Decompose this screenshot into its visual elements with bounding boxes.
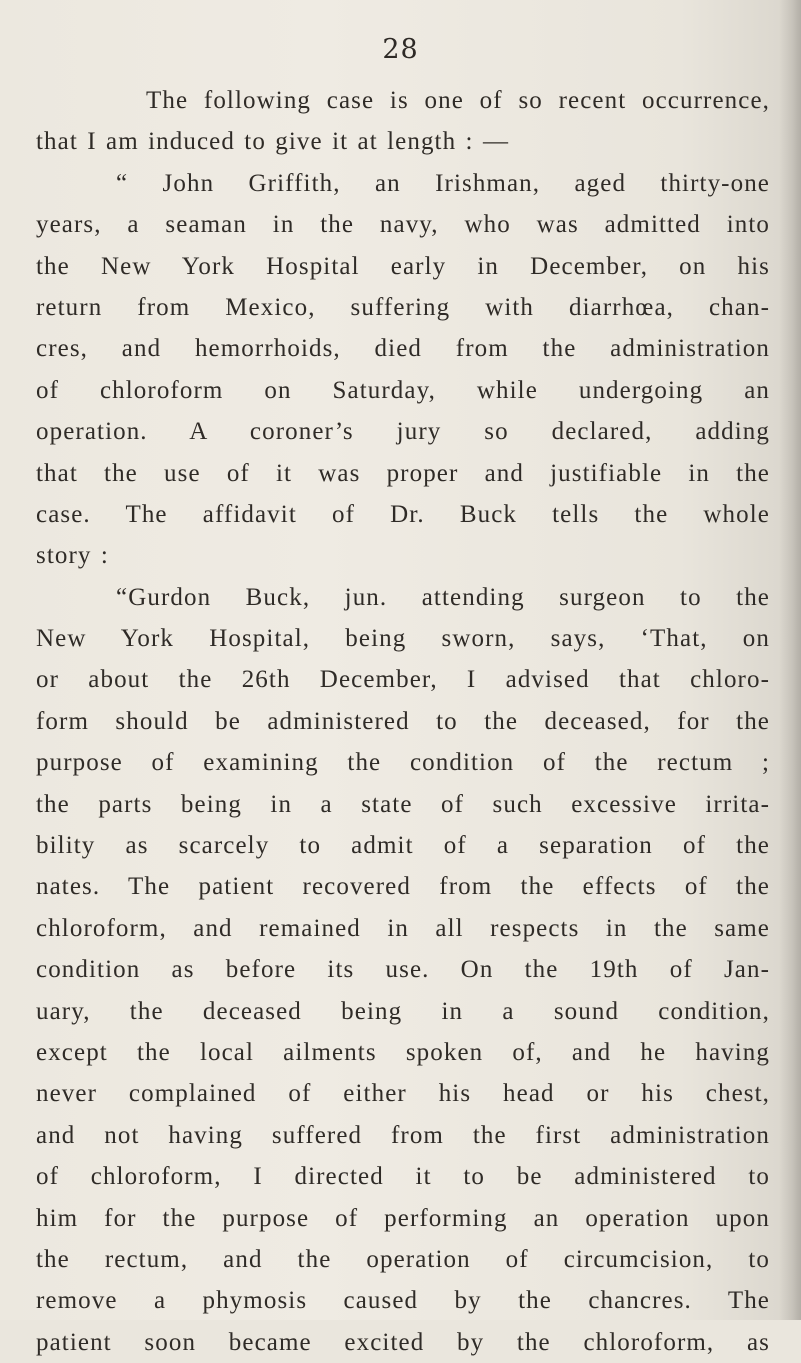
text-line: the New York Hospital early in December, on his	[36, 252, 770, 280]
text-line: the parts being in a state of such excessive irrita-	[36, 790, 770, 818]
text-line: condition as before its use. On the 19th of Jan-	[36, 956, 770, 984]
body-text	[36, 80, 770, 1363]
text-line: case. The affidavit of Dr. Buck tells the whole	[36, 500, 770, 528]
text-line: operation. A coroner’s jury so declared, adding	[36, 418, 770, 446]
text-line: “Gurdon Buck, jun. attending surgeon to the	[116, 583, 770, 611]
text-line: except the local ailments spoken of, and he having	[36, 1038, 770, 1066]
text-line: of chloroform, I directed it to be administered to	[36, 1163, 770, 1191]
text-line: chloroform, and remained in all respects in the same	[36, 914, 770, 942]
text-line: “ John Griffith, an Irishman, aged thirty-one	[116, 169, 770, 197]
text-line: story :	[36, 542, 109, 570]
text-line: nates. The patient recovered from the effects of the	[36, 873, 770, 901]
text-line: that the use of it was proper and justifiable in the	[36, 459, 770, 487]
text-line: years, a seaman in the navy, who was admitted into	[36, 211, 770, 239]
text-line: bility as scarcely to admit of a separation of the	[36, 832, 770, 860]
text-line: cres, and hemorrhoids, died from the administration	[36, 335, 770, 363]
text-line: purpose of examining the condition of the rectum ;	[36, 749, 770, 777]
text-line: of chloroform on Saturday, while undergoing an	[36, 376, 770, 404]
text-line: form should be administered to the deceased, for the	[36, 707, 770, 735]
text-line: patient soon became excited by the chloroform, as	[36, 1328, 770, 1356]
page-number: 28	[382, 34, 419, 65]
text-line: that I am induced to give it at length : —	[36, 128, 510, 156]
text-line: uary, the deceased being in a sound condition,	[36, 997, 770, 1025]
text-line: The following case is one of so recent occurrence,	[146, 87, 770, 114]
text-line: him for the purpose of performing an operation upon	[36, 1204, 770, 1232]
text-line: and not having suffered from the first administration	[36, 1121, 770, 1149]
text-line: or about the 26th December, I advised that chloro-	[36, 666, 770, 694]
text-line: remove a phymosis caused by the chancres. The	[36, 1287, 770, 1315]
text-line: New York Hospital, being sworn, says, ‘That, on	[36, 625, 770, 653]
text-line: return from Mexico, suffering with diarrhœa, chan-	[36, 293, 770, 321]
text-line: the rectum, and the operation of circumcision, to	[36, 1245, 770, 1273]
page-edge-shadow	[779, 0, 801, 1320]
text-line: never complained of either his head or his chest,	[36, 1080, 770, 1108]
